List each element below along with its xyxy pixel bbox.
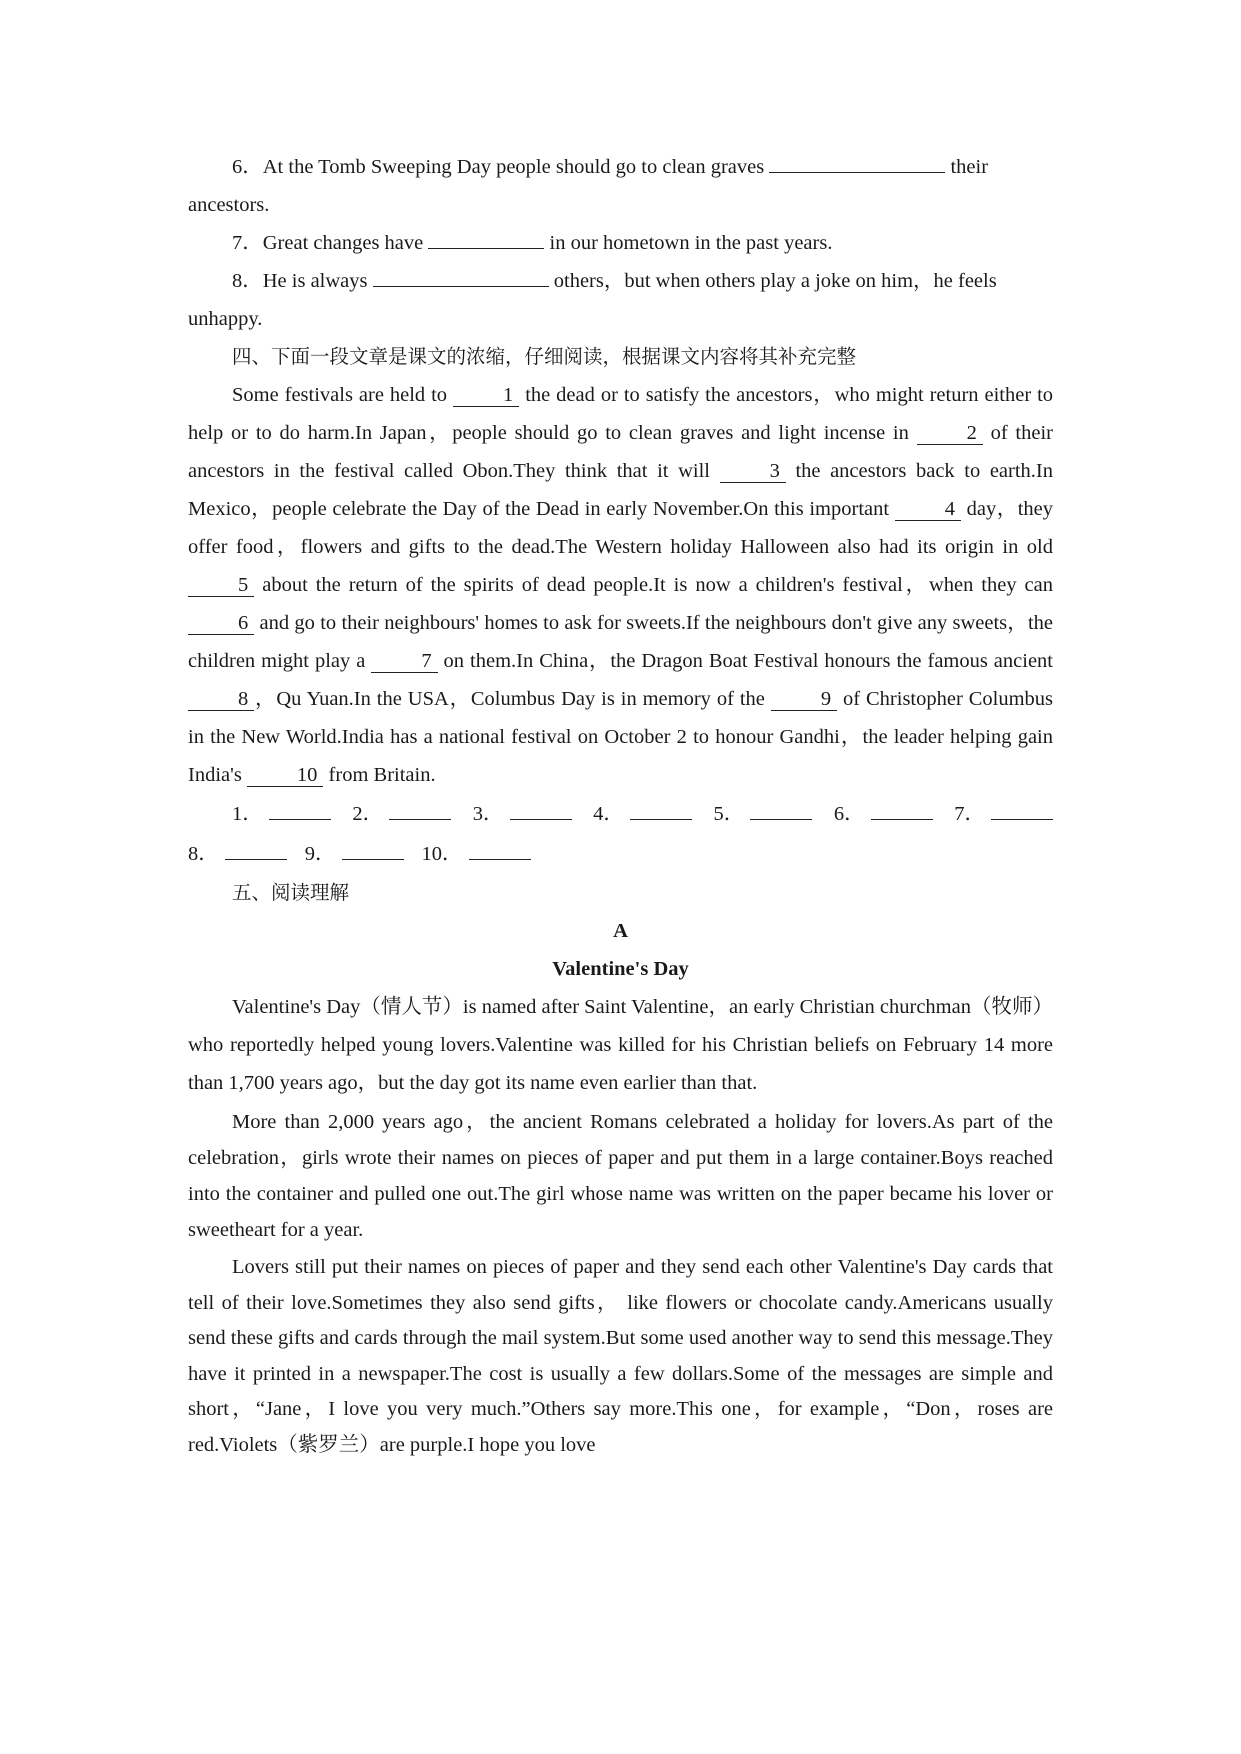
cloze-blank-2[interactable]: 2: [917, 422, 983, 445]
answer-slot[interactable]: [473, 794, 572, 834]
question-text-line2: unhappy.: [188, 308, 263, 330]
answer-line[interactable]: [269, 799, 331, 820]
answer-row-2: [188, 834, 1053, 874]
reading-paragraph-2: More than 2,000 years ago，the ancient Romans celebrated a holiday for lovers.As part of the celebration，girls wrote their names on pieces of paper and put them in a large container.Boys reached into the container and pulled one out.The girl whose name was written on the paper became his lover or sweetheart for a year.: [188, 1111, 1053, 1241]
question-text-end: their: [950, 156, 989, 178]
question-number: 6．: [232, 156, 263, 178]
answer-blank[interactable]: [373, 264, 549, 287]
passage-text: and go to their neighbours' homes to ask for sweets.If the neighbours don't give any sweets，the children might play a: [188, 612, 1053, 672]
answer-line[interactable]: [342, 839, 404, 860]
answer-slot[interactable]: [188, 834, 287, 874]
answer-slot[interactable]: [954, 794, 1053, 834]
question-text-line2: ancestors.: [188, 194, 270, 216]
cloze-blank-1[interactable]: 1: [453, 384, 519, 407]
answer-slot[interactable]: [305, 834, 404, 874]
answer-line[interactable]: [750, 799, 812, 820]
answer-blank[interactable]: [769, 150, 945, 173]
question-6: [188, 148, 1053, 224]
passage-text: of their ancestors in the festival called Obon.They think that it will: [188, 422, 1053, 482]
answer-number: 3．: [472, 803, 504, 825]
page-content: [188, 148, 1053, 1463]
passage-text: Some festivals are held to: [232, 384, 448, 406]
answer-line[interactable]: [871, 799, 933, 820]
answer-number: 7．: [954, 803, 985, 825]
question-7: [188, 224, 1053, 262]
passage-text: of Christopher Columbus in the New World.India has a national festival on October 2 to honour Gandhi，the leader helping gain India's: [188, 688, 1054, 786]
answer-slot[interactable]: [422, 834, 531, 874]
cloze-blank-3[interactable]: 3: [720, 460, 786, 483]
passage-text: from Britain.: [328, 764, 436, 786]
cloze-blank-5[interactable]: 5: [188, 574, 254, 597]
answer-slot[interactable]: [232, 794, 331, 834]
passage-text: day，they offer food，flowers and gifts to the dead.The Western holiday Halloween also had its origin in old: [188, 498, 1053, 558]
cloze-blank-7[interactable]: 7: [371, 650, 437, 673]
question-number: 7．: [232, 232, 263, 254]
answer-number: 6．: [833, 803, 865, 825]
passage-text: the ancestors back to earth.In Mexico，people celebrate the Day of the Dead in early November.On this important: [188, 460, 1053, 520]
answer-line[interactable]: [510, 799, 572, 820]
answer-number: 4．: [593, 803, 624, 825]
question-text: Great changes have: [262, 232, 424, 254]
answer-line[interactable]: [630, 799, 692, 820]
answer-slot[interactable]: [834, 794, 933, 834]
question-number: 8．: [232, 270, 263, 292]
cloze-blank-6[interactable]: 6: [188, 612, 254, 635]
answer-slot[interactable]: [352, 794, 451, 834]
cloze-blank-9[interactable]: 9: [771, 688, 837, 711]
passage-text: on them.In China，the Dragon Boat Festival honours the famous ancient: [443, 650, 1054, 672]
passage-text: the dead or to satisfy the ancestors，who might return either to help or to do harm.In Japan，people should go to clean graves and light incense in: [188, 384, 1054, 444]
answer-number: 8．: [188, 843, 219, 865]
answer-number: 9．: [304, 843, 336, 865]
answer-number: 10．: [421, 843, 463, 865]
answer-slot[interactable]: [593, 794, 692, 834]
question-text-end: in our hometown in the past years.: [549, 232, 833, 254]
question-text: He is always: [262, 270, 368, 292]
cloze-blank-4[interactable]: 4: [895, 498, 961, 521]
section-5-heading: 五、阅读理解: [232, 881, 350, 904]
passage-part-label: A: [613, 920, 628, 942]
answer-row-1: [188, 794, 1053, 834]
cloze-blank-8[interactable]: 8: [188, 688, 254, 711]
answer-blank[interactable]: [428, 226, 544, 249]
answer-line[interactable]: [991, 799, 1053, 820]
cloze-passage: [188, 376, 1053, 794]
answer-line[interactable]: [389, 799, 451, 820]
answer-line[interactable]: [225, 839, 287, 860]
passage-title: Valentine's Day: [552, 958, 689, 980]
passage-text: about the return of the spirits of dead people.It is now a children's festival，when they can: [262, 574, 1053, 596]
cloze-blank-10[interactable]: 10: [247, 764, 324, 787]
question-text: At the Tomb Sweeping Day people should go to clean graves: [262, 156, 765, 178]
answer-number: 1．: [232, 803, 263, 825]
answer-number: 2．: [352, 803, 384, 825]
answer-slot[interactable]: [714, 794, 813, 834]
question-8: [188, 262, 1053, 338]
answer-number: 5．: [713, 803, 745, 825]
question-text-end: others，but when others play a joke on him，he feels: [553, 270, 997, 292]
passage-text: ，Qu Yuan.In the USA，Columbus Day is in memory of the: [254, 688, 765, 710]
answer-line[interactable]: [469, 839, 531, 860]
reading-paragraph-1: Valentine's Day（情人节）is named after Saint Valentine，an early Christian churchman（牧师）who reportedly helped young lovers.Valentine was killed for his Christian beliefs on February 14 more than 1,700 years ago，but the day got its name even earlier than that.: [188, 996, 1053, 1094]
section-4-heading: 四、下面一段文章是课文的浓缩，仔细阅读，根据课文内容将其补充完整: [232, 345, 857, 368]
reading-paragraph-3: Lovers still put their names on pieces of paper and they send each other Valentine's Day cards that tell of their love.Sometimes they also send gifts， like flowers or chocolate candy.Americans usually send these gifts and cards through the mail system.But some used another way to send this message.They have it printed in a newspaper.The cost is usually a few dollars.Some of the messages are simple and short，“Jane，I love you very much.”Others say more.This one，for example，“Don，roses are red.Violets（紫罗兰）are purple.I hope you love: [188, 1256, 1053, 1456]
